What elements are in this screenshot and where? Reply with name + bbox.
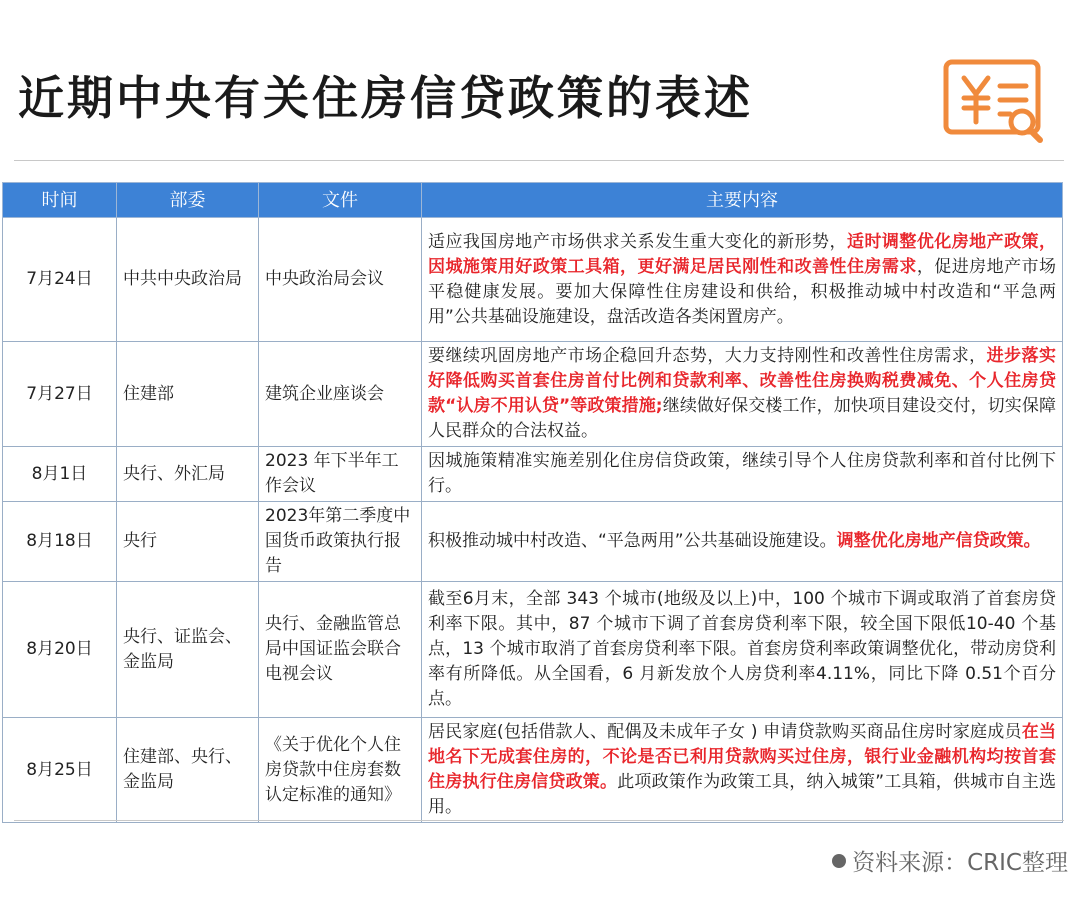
row-content	[422, 582, 1063, 718]
row-dept: 中共中央政治局	[117, 218, 259, 342]
content-text: 此项政策作为政策工具，纳入城策”工具箱，供城市自主选用。	[428, 772, 1057, 817]
row-document: 2023年第二季度中国货币政策执行报告	[259, 502, 422, 582]
content-text: 继续做好保交楼工作，加快项目建设交付，切实保障人民群众的合法权益。	[428, 396, 1056, 441]
row-content	[422, 342, 1063, 447]
content-text: 适应我国房地产市场供求关系发生重大变化的新形势，	[428, 231, 847, 252]
highlighted-text: 在当地名下无成套住房的，不论是否已利用贷款购买过住房，银行业金融机构均按首套住房执行住房信贷政策。	[428, 722, 1057, 792]
highlighted-text: 调整优化房地产信贷政策。	[836, 531, 1041, 551]
row-date: 7月27日	[3, 342, 117, 447]
row-date: 8月25日	[3, 718, 117, 823]
highlighted-text: 进步落实好降低购买首套住房首付比例和贷款利率、改善性住房换购税费减免、个人住房贷款“认房不用认贷”等政策措施;	[428, 346, 1057, 416]
row-dept: 住建部	[117, 342, 259, 447]
table-row	[3, 718, 1063, 823]
row-dept: 央行、证监会、金监局	[117, 582, 259, 718]
row-document: 2023 年下半年工作会议	[259, 447, 422, 502]
row-content	[422, 218, 1063, 342]
row-content	[422, 502, 1063, 582]
page-title: 近期中央有关住房信贷政策的表述	[18, 71, 753, 125]
row-date: 7月24日	[3, 218, 117, 342]
content-text: 积极推动城中村改造、“平急两用”公共基础设施建设。	[428, 531, 837, 551]
highlighted-text: 适时调整优化房地产政策，因城施策用好政策工具箱，更好满足居民刚性和改善性住房需求	[428, 231, 1057, 277]
header-content: 主要内容	[422, 183, 1063, 218]
source-text: 资料来源：CRIC整理	[852, 850, 1068, 876]
row-document: 《关于优化个人住房贷款中住房套数认定标准的通知》	[259, 718, 422, 823]
table-row	[3, 218, 1063, 342]
header-time: 时间	[3, 183, 117, 218]
row-date: 8月1日	[3, 447, 117, 502]
bottom-divider	[14, 820, 1064, 821]
row-document: 建筑企业座谈会	[259, 342, 422, 447]
content-text: ，促进房地产市场平稳健康发展。要加大保障性住房建设和供给，积极推动城中村改造和“平急两用”公共基础设施建设，盘活改造各类闲置房产。	[428, 256, 1057, 327]
table-row	[3, 502, 1063, 582]
content-text: 因城施策精准实施差别化住房信贷政策，继续引导个人住房贷款利率和首付比例下行。	[428, 451, 1056, 496]
row-dept: 住建部、央行、金监局	[117, 718, 259, 823]
bullet-dot-icon	[832, 854, 846, 868]
table-header-row	[3, 183, 1063, 218]
top-divider	[14, 160, 1064, 161]
row-dept: 央行	[117, 502, 259, 582]
invoice-yen-search-icon	[940, 56, 1050, 146]
source-note	[832, 844, 1068, 877]
row-content	[422, 718, 1063, 823]
row-date: 8月18日	[3, 502, 117, 582]
row-date: 8月20日	[3, 582, 117, 718]
row-document: 中央政治局会议	[259, 218, 422, 342]
row-document: 央行、金融监管总局中国证监会联合电视会议	[259, 582, 422, 718]
content-text: 居民家庭(包括借款人、配偶及未成年子女 ) 申请贷款购买商品住房时家庭成员	[428, 722, 1022, 742]
table-row	[3, 342, 1063, 447]
row-content	[422, 447, 1063, 502]
content-text: 截至6月末，全部 343 个城市(地级及以上)中，100 个城市下调或取消了首套房贷利率下限。其中，87 个城市下调了首套房贷利率下限，较全国下限低10-40 个基点，13 个城市取消了首套房贷利率下限。首套房贷利率政策调整优化，带动房贷利率有所降低。从全国看，6 月新发放个人房贷利率4.11%，同比下降 0.51个百分点。	[428, 589, 1056, 709]
header-dept: 部委	[117, 183, 259, 218]
content-text: 要继续巩固房地产市场企稳回升态势，大力支持刚性和改善性住房需求，	[428, 346, 987, 366]
header-doc: 文件	[259, 183, 422, 218]
table-row	[3, 447, 1063, 502]
policy-table	[2, 182, 1063, 823]
row-dept: 央行、外汇局	[117, 447, 259, 502]
table-row	[3, 582, 1063, 718]
